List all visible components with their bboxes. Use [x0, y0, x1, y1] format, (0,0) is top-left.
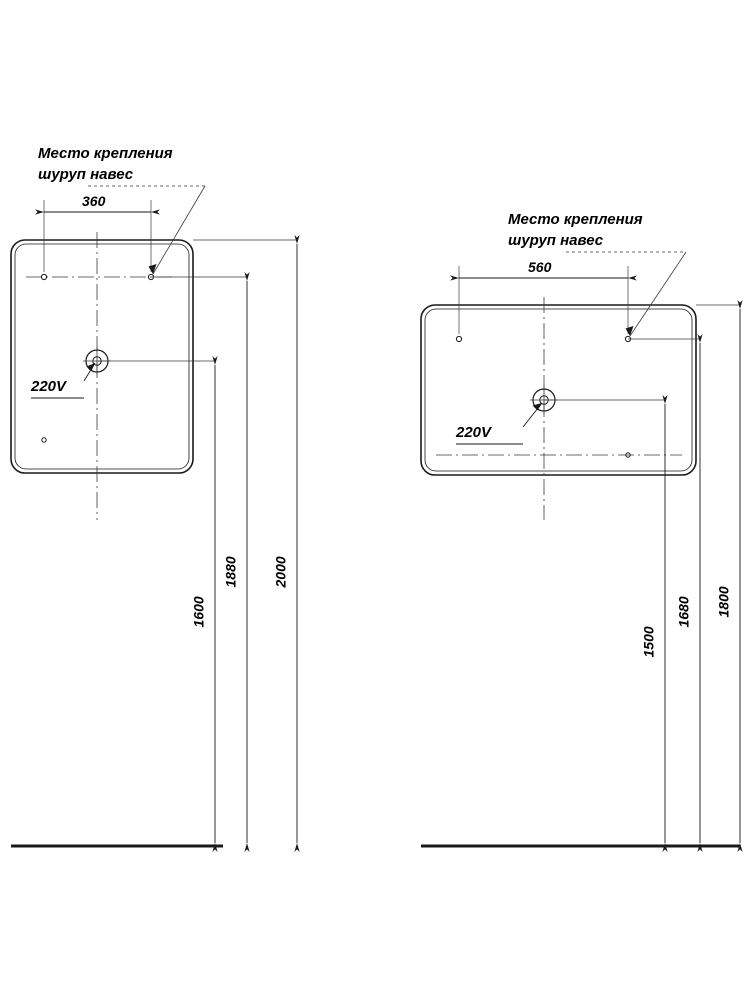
right-width-dimension-label: 560 — [528, 259, 552, 275]
left-volt-arrowhead — [87, 363, 96, 371]
left-voltage-label: 220V — [31, 378, 67, 395]
left-view-group — [11, 186, 297, 846]
left-height-dimension-1600: 1600 — [190, 596, 207, 628]
left-height-dimension-2000: 2000 — [272, 556, 289, 588]
right-note-line-2: шуруп навес — [508, 232, 604, 249]
left-mirror-outline — [11, 240, 193, 473]
right-note-line-1: Место крепления — [508, 211, 643, 228]
left-lower-hole — [42, 438, 46, 442]
right-voltage-label: 220V — [456, 424, 492, 441]
left-note-line-1: Место крепления — [38, 145, 173, 162]
right-note-leader-2 — [630, 252, 686, 336]
right-height-dimension-1680: 1680 — [675, 596, 692, 628]
right-note-arrowhead — [626, 326, 634, 336]
left-note-line-2: шуруп навес — [38, 166, 134, 183]
right-height-dimension-1800: 1800 — [715, 586, 732, 618]
left-width-dimension-label: 360 — [82, 193, 106, 209]
left-mount-hole-1 — [41, 274, 46, 279]
right-view-group — [421, 252, 740, 846]
left-note-arrowhead — [149, 264, 157, 274]
right-mirror-inner-outline — [425, 309, 692, 471]
left-height-dimension-1880: 1880 — [222, 556, 239, 588]
left-note-leader-2 — [153, 186, 205, 274]
right-mirror-outline — [421, 305, 696, 475]
right-height-dimension-1500: 1500 — [640, 626, 657, 658]
right-mount-hole-1 — [456, 336, 461, 341]
